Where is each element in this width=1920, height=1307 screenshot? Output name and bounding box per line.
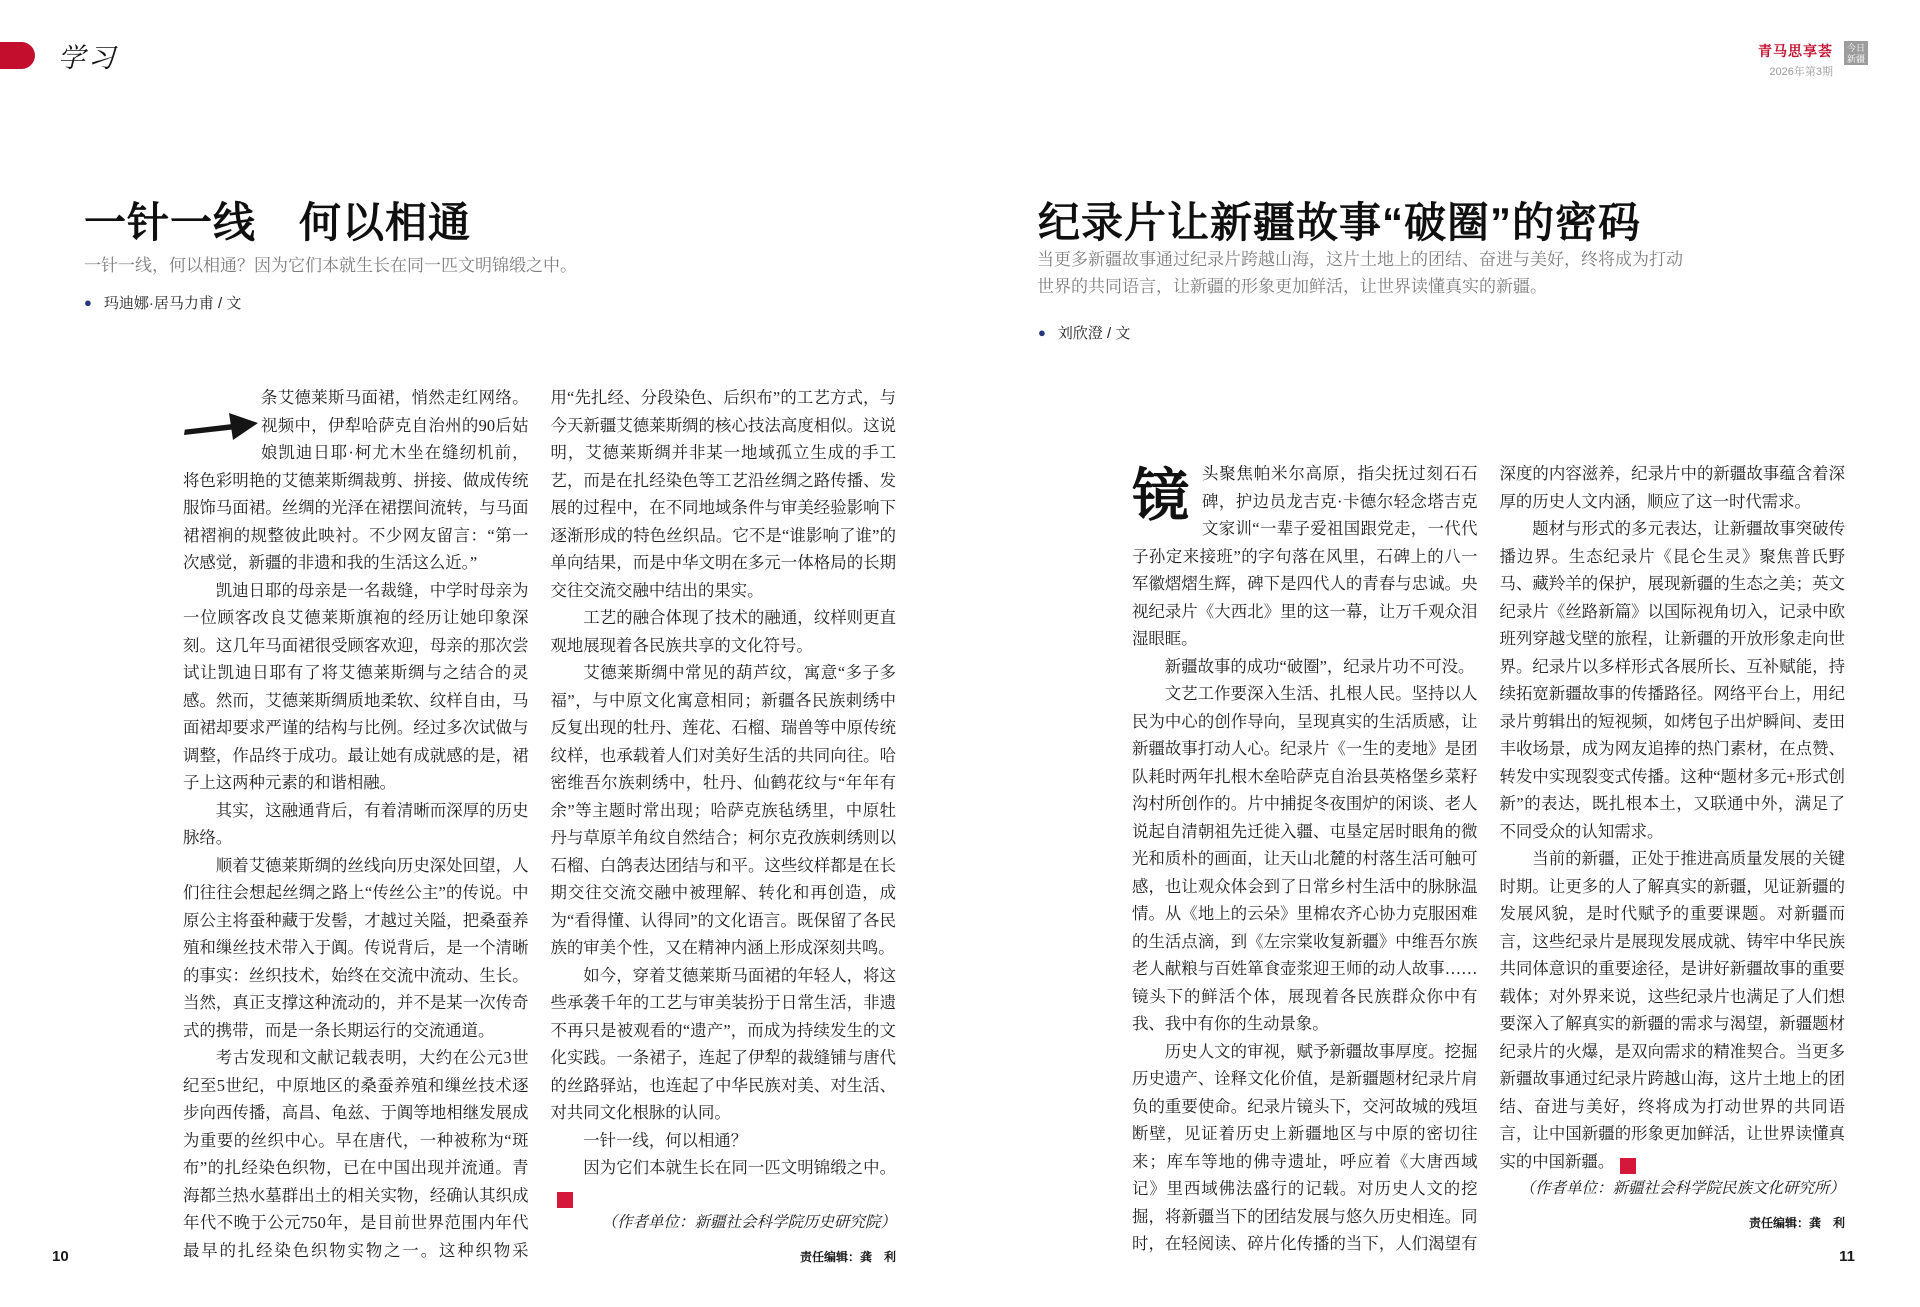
left-page-number: 10	[52, 1248, 69, 1265]
byline-dot-icon: ●	[84, 295, 92, 310]
body-paragraph: 其实，这融通背后，有着清晰而深厚的历史脉络。	[183, 800, 529, 847]
badge-line-1: 今日	[1846, 43, 1865, 53]
left-editor-credit: 责任编辑：龚 利	[799, 1249, 896, 1264]
left-article-byline	[84, 292, 241, 313]
left-author-affiliation: （作者单位：新疆社会科学院历史研究院）	[601, 1213, 896, 1231]
body-paragraph: 题材与形式的多元表达，让新疆故事突破传播边界。生态纪录片《昆仑生灵》聚焦普氏野马、藏羚羊的保护，展现新疆的生态之美；英文纪录片《丝路新篇》以国际视角切入，记录中欧班列穿越戈壁的旅程，让新疆的开放形象走向世界。纪录片以多样形式各展所长、互补赋能，持续拓宽新疆故事的传播路径。网络平台上，用纪录片剪辑出的短视频，如烤包子出炉瞬间、麦田丰收场景，成为网友追捧的热门素材，在点赞、转发中实现裂变式传播。这种“题材多元+形式创新”的表达，既扎根本土，又联通中外，满足了不同受众的认知需求。	[1499, 519, 1845, 841]
right-article-subtitle	[1037, 246, 1683, 300]
body-paragraph: 顺着艾德莱斯绸的丝线向历史深处回望，人们往往会想起丝绸之路上“传丝公主”的传说。中原公主将蚕种藏于发髻，才越过关隘，把桑蚕养殖和缫丝技术带入于阗。传说背后，是一个清晰的事实：丝织技术，始终在交流中流动、生长。当然，真正支撑这种流动的，并不是某一次传奇式的携带，而是一条长期运行的交流通道。	[183, 855, 529, 1040]
section-kicker: 学习	[58, 43, 118, 74]
paragraph-text: 因为它们本就生长在同一匹文明锦缎之中。	[583, 1158, 896, 1177]
paragraph-text: 条艾德莱斯马面裙，悄然走红网络。视频中，伊犁哈萨克自治州的90后姑娘凯迪日耶·柯尤木坐在缝纫机前，将色彩明艳的艾德莱斯绸裁剪、拼接、做成传统服饰马面裙。丝绸的光泽在裙摆间流转，与马面裙褶裥的规整彼此映衬。不少网友留言：“第一次感觉，新疆的非遗和我的生活这么近。”	[183, 388, 529, 572]
magazine-logo-badge	[1844, 41, 1868, 65]
left-article-body	[183, 384, 896, 1271]
body-paragraph: 艾德莱斯绸中常见的葫芦纹，寓意“多子多福”，与中原文化寓意相同；新疆各民族刺绣中反复出现的牡丹、莲花、石榴、瑞兽等中原传统纹样，也承载着人们对美好生活的共同向往。哈密维吾尔族刺绣中，牡丹、仙鹤花纹与“年年有余”等主题时常出现；哈萨克族毡绣里，中原牡丹与草原羊角纹自然结合；柯尔克孜族刺绣则以石榴、白鸽表达团结与和平。这些纹样都是在长期交往交流交融中被理解、转化和再创造，成为“看得懂、认得同”的文化语言。既保留了各民族的审美个性，又在精神内涵上形成深刻共鸣。	[550, 663, 896, 957]
masthead	[1758, 41, 1868, 79]
byline-dot-icon: ●	[1038, 325, 1046, 340]
subtitle-line-2: 世界的共同语言，让新疆的形象更加鲜活，让世界读懂真实的新疆。	[1037, 277, 1547, 296]
right-article-body	[1132, 460, 1845, 1258]
right-page-number: 11	[1839, 1248, 1855, 1265]
right-article-byline	[1038, 322, 1130, 343]
drop-cap-character: 镜	[1132, 462, 1189, 529]
right-editor-credit: 责任编辑：龚 利	[1748, 1215, 1845, 1230]
body-paragraph	[1132, 460, 1478, 653]
body-paragraph: 如今，穿着艾德莱斯马面裙的年轻人，将这些承袭千年的工艺与审美装扮于日常生活，非遗不再只是被观看的“遗产”，而成为持续发生的文化实践。一条裙子，连起了伊犁的裁缝铺与唐代的丝路驿站，也连起了中华民族对美、对生活、对共同文化根脉的认同。	[550, 965, 896, 1122]
paragraph-text: 头聚焦帕米尔高原，指尖抚过刻石石碑，护边员龙吉克·卡德尔轻念塔吉克文家训“一辈子爱祖国跟党走，一代代子孙定来接班”的字句落在风里，石碑上的八一军徽熠熠生辉，碑下是四代人的青春与忠诚。央视纪录片《大西北》里的这一幕，让万千观众泪湿眼眶。	[1132, 464, 1478, 648]
red-corner-tab	[0, 42, 35, 69]
magazine-name: 青马思享荟	[1758, 43, 1833, 59]
body-paragraph	[1500, 845, 1846, 1175]
subtitle-line-1: 当更多新疆故事通过纪录片跨越山海，这片土地上的团结、奋进与美好，终将成为打动	[1037, 250, 1683, 269]
body-paragraph	[183, 384, 529, 577]
paragraph-text: 当前的新疆，正处于推进高质量发展的关键时期。让更多的人了解真实的新疆，见证新疆的发展风貌，是时代赋予的重要课题。对新疆而言，这些纪录片是展现发展成就、铸牢中华民族共同体意识的重要途径，是讲好新疆故事的重要载体；对外界来说，这些纪录片也满足了人们想要深入了解真实的新疆的需求与渴望，新疆题材纪录片的火爆，是双向需求的精准契合。当更多新疆故事通过纪录片跨越山海，这片土地上的团结、奋进与美好，终将成为打动世界的共同语言，让中国新疆的形象更加鲜活，让世界读懂真实的中国新疆。	[1499, 849, 1845, 1171]
body-paragraph: 一针一线，何以相通？	[583, 1130, 748, 1150]
body-paragraph: 考古发现和文献记载表明，大约在公元3世纪至5世纪，中原地区的桑蚕养殖和缫丝技术逐步向西传播，高昌、龟兹、于阗等地相继发展成为重要的丝织中心。早在唐代，一种被称为“斑布”的扎经染色织物，已在中国出现并流通。青海都兰热水墓群出土的相关实物，经确认其织成年代不晚于公元750年，是目前世界范围内年代最早的扎经染色织物实物之一。这种织物采用“先扎经、分段染色、后织布”的工艺方式，与今天新疆艾德莱斯绸的核心技法高度相似。这说明，艾德莱斯绸并非某一地域孤立生成的手工艺，而是在扎经染色等工艺沿丝绸之路传播、发展的过程中，在不同地域条件与审美经验影响下逐渐形成的特色丝织品。它不是“谁影响了谁”的单向结果，而是中华文明在多元一体格局的长期交往交流交融中结出的果实。	[183, 388, 896, 1260]
body-paragraph: 工艺的融合体现了技术的融通，纹样则更直观地展现着各民族共享的文化符号。	[550, 608, 896, 655]
body-paragraph	[551, 1154, 897, 1209]
right-author-affiliation: （作者单位：新疆社会科学院民族文化研究所）	[1519, 1179, 1845, 1197]
left-article-subtitle: 一针一线，何以相通？因为它们本就生长在同一匹文明锦缎之中。	[84, 256, 577, 275]
left-author: 玛迪娜·居马力甫 / 文	[103, 295, 242, 312]
body-paragraph: 文艺工作要深入生活、扎根人民。坚持以人民为中心的创作导向，呈现真实的生活质感，让新疆故事打动人心。纪录片《一生的麦地》是团队耗时两年扎根木垒哈萨克自治县英格堡乡菜籽沟村所创作的。片中捕捉冬夜围炉的闲谈、老人说起自清朝祖先迁徙入疆、屯垦定居时眼角的微光和质朴的画面，让天山北麓的村落生活可触可感，也让观众体会到了日常乡村生活中的脉脉温情。从《地上的云朵》里棉农齐心协力克服困难的生活点滴，到《左宗棠收复新疆》中维吾尔族老人献粮与百姓箪食壶浆迎王师的动人故事……镜头下的鲜活个体，展现着各民族群众你中有我、我中有你的生动景象。	[1132, 684, 1478, 1033]
right-article-title: 纪录片让新疆故事“破圈”的密码	[1038, 199, 1642, 246]
body-paragraph: 新疆故事的成功“破圈”，纪录片功不可没。	[1164, 656, 1475, 676]
issue-label: 2026年第3期	[1769, 66, 1833, 78]
body-paragraph: 历史人文的审视，赋予新疆故事厚度。挖掘历史遗产、诠释文化价值，是新疆题材纪录片肩负的重要使命。纪录片镜头下，交河故城的残垣断壁，见证着历史上新疆地区与中原的密切往来；库车等地的佛寺遗址，呼应着《大唐西域记》里西域佛法盛行的记载。对历史人文的挖掘，将新疆当下的团结发展与悠久历史相连。同时，在轻阅读、碎片化传播的当下，人们渴望有深度的内容滋养，纪录片中的新疆故事蕴含着深厚的历史人文内涵，顺应了这一时代需求。	[1132, 464, 1845, 1253]
left-article-title: 一针一线 何以相通	[84, 199, 472, 246]
article-end-mark-icon: J	[1620, 1158, 1636, 1174]
masthead-text	[1758, 41, 1833, 79]
article-end-mark-icon: J	[557, 1192, 573, 1208]
drop-cap-arrow-icon	[183, 384, 261, 464]
right-author: 刘欣澄 / 文	[1057, 325, 1131, 342]
badge-line-2: 新疆	[1846, 54, 1865, 64]
body-paragraph: 凯迪日耶的母亲是一名裁缝，中学时母亲为一位顾客改良艾德莱斯旗袍的经历让她印象深刻。这几年马面裙很受顾客欢迎，母亲的那次尝试让凯迪日耶有了将艾德莱斯绸与之结合的灵感。然而，艾德莱斯绸质地柔软、纹样自由，马面裙却要求严谨的结构与比例。经过多次试做与调整，作品终于成功。最让她有成就感的是，裙子上这两种元素的和谐相融。	[183, 580, 529, 792]
